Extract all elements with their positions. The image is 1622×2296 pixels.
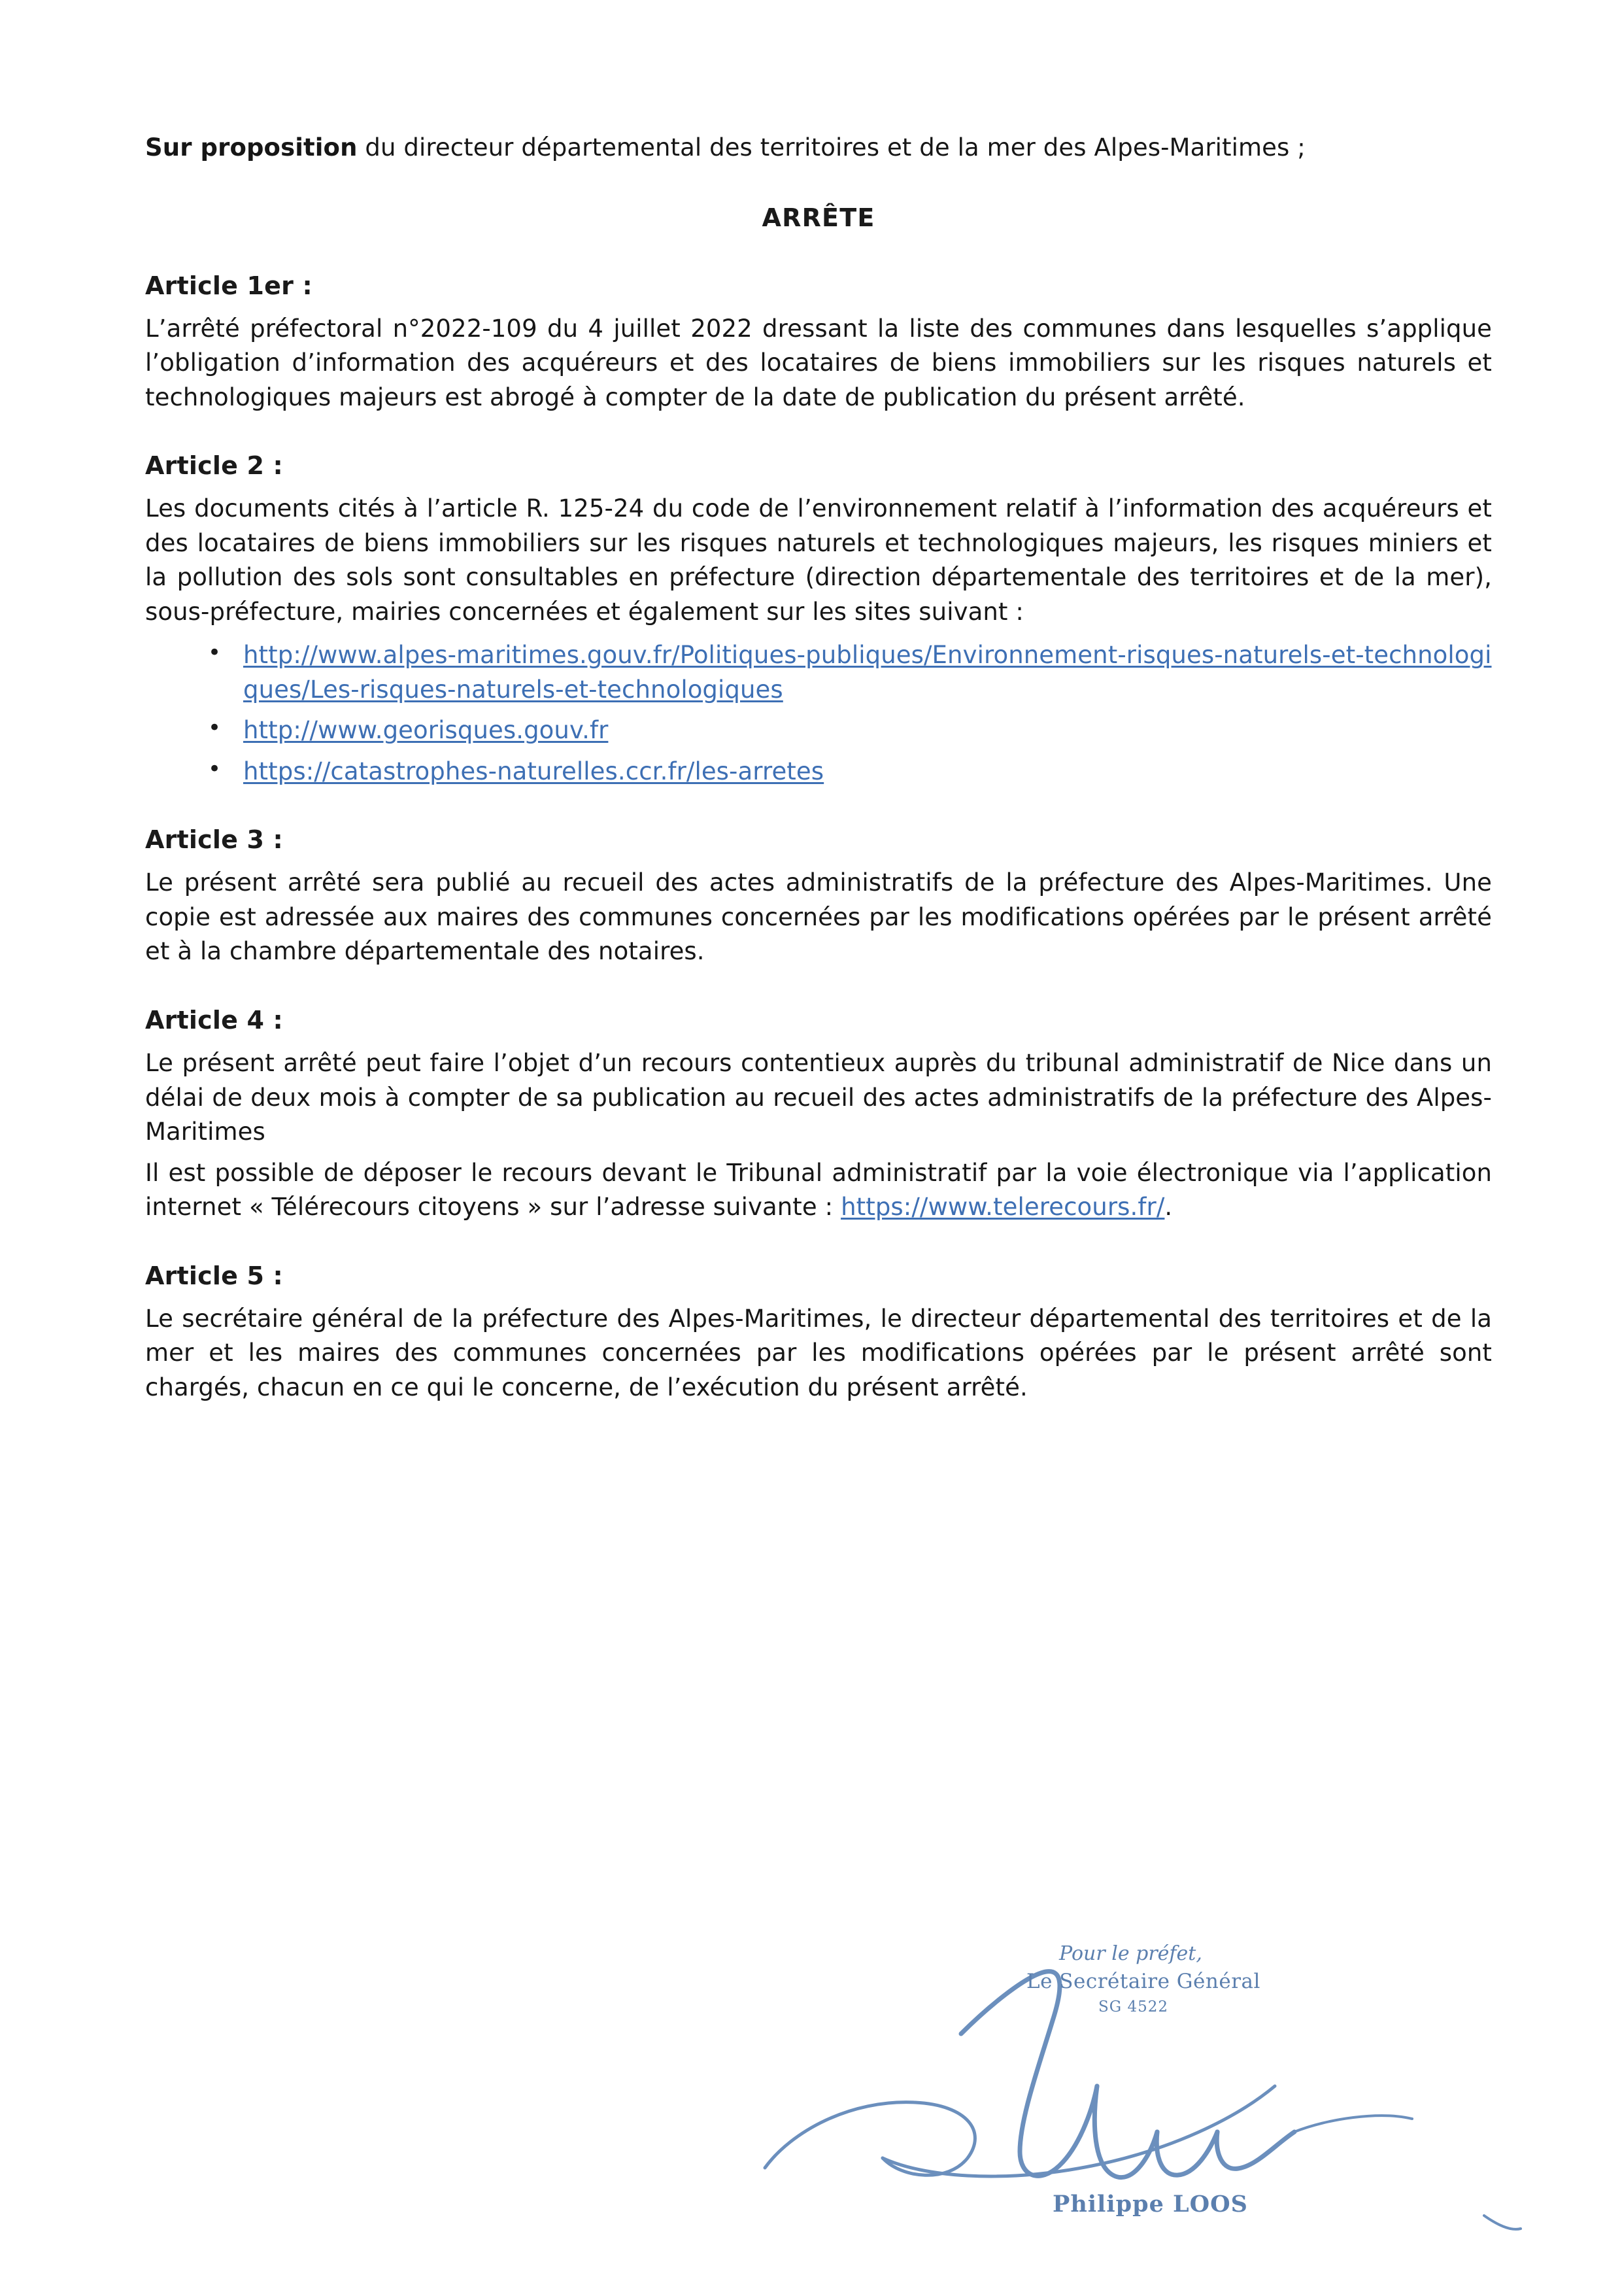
- article-4: [145, 1006, 1492, 1225]
- signatory-name: Philippe LOOS: [1053, 2191, 1248, 2218]
- list-item: [145, 638, 1492, 707]
- article-1-paragraph: L’arrêté préfectoral n°2022-109 du 4 juillet 2022 dressant la liste des communes dans lesquelles s’applique l’obligation d’information des acquéreurs et des locataires de biens immobiliers sur les risques naturels et technologiques majeurs est abrogé à compter de la date de publication du présent arrêté.: [145, 314, 1492, 411]
- article-4-paragraph-2: [145, 1156, 1492, 1225]
- article-2: [145, 451, 1492, 789]
- article-4-paragraph-1: Le présent arrêté peut faire l’objet d’un recours contentieux auprès du tribunal administratif de Nice dans un délai de deux mois à compter de sa publication au recueil des actes administratifs de la préfecture des Alpes-Maritimes: [145, 1048, 1492, 1146]
- article-3-paragraph: Le présent arrêté sera publié au recueil des actes administratifs de la préfecture des Alpes-Maritimes. Une copie est adressée aux maires des communes concernées par les modifications opérées par le présent arrêté et à la chambre départementale des notaires.: [145, 868, 1492, 966]
- article-4-heading: Article 4 :: [145, 1005, 283, 1035]
- list-item: [145, 713, 1492, 748]
- article-3-heading: Article 3 :: [145, 825, 283, 855]
- article-2-paragraph: Les documents cités à l’article R. 125-24 du code de l’environnement relatif à l’information des acquéreurs et des locataires de biens immobiliers sur les risques naturels et technologiques majeurs, les risques miniers et la pollution des sols sont consultables en préfecture (direction départementale des territoires et de la mer), sous-préfecture, mairies concernées et également sur les sites suivant :: [145, 494, 1492, 626]
- article-2-heading: Article 2 :: [145, 451, 283, 481]
- article-4-text-before-link: Il est possible de déposer le recours devant le Tribunal administratif par la voie électronique via l’application internet « Télérecours citoyens » sur l’adresse suivante :: [145, 1158, 1492, 1222]
- document-body: [145, 131, 1492, 1405]
- decision-title: ARRÊTE: [762, 203, 875, 232]
- article-5-paragraph: Le secrétaire général de la préfecture des Alpes-Maritimes, le directeur départemental des territoires et de la mer et les maires des communes concernées par les modifications opérées par le présent arrêté sont chargés, chacun en ce qui le concerne, de l’exécution du présent arrêté.: [145, 1304, 1492, 1401]
- article-5-heading: Article 5 :: [145, 1261, 283, 1290]
- article-1: [145, 271, 1492, 415]
- signature-reference: SG 4522: [1098, 1998, 1168, 2015]
- link-alpes-maritimes-gouv[interactable]: http://www.alpes-maritimes.gouv.fr/Politiques-publiques/Environnement-risques-naturels-et-technologiques/Les-risques-naturels-et-technologiques: [243, 641, 1492, 704]
- article-2-link-list: [145, 638, 1492, 789]
- article-4-text-after-link: .: [1164, 1193, 1173, 1222]
- signature-block: [752, 1936, 1536, 2263]
- intro-lead: Sur proposition: [145, 133, 358, 162]
- intro-paragraph: [145, 131, 1492, 165]
- link-telerecours[interactable]: https://www.telerecours.fr/: [841, 1193, 1165, 1222]
- list-item: [145, 755, 1492, 789]
- article-5: [145, 1261, 1492, 1405]
- intro-rest: du directeur départemental des territoires et de la mer des Alpes-Maritimes ;: [357, 133, 1306, 162]
- signature-line-1: Pour le préfet,: [1059, 1942, 1202, 1965]
- link-catastrophes-naturelles-ccr[interactable]: https://catastrophes-naturelles.ccr.fr/les-arretes: [243, 757, 824, 785]
- article-1-heading: Article 1er :: [145, 271, 313, 300]
- article-3: [145, 825, 1492, 969]
- link-georisques-gouv[interactable]: http://www.georisques.gouv.fr: [243, 716, 609, 745]
- signature-line-2: Le Secrétaire Général: [1026, 1970, 1260, 1993]
